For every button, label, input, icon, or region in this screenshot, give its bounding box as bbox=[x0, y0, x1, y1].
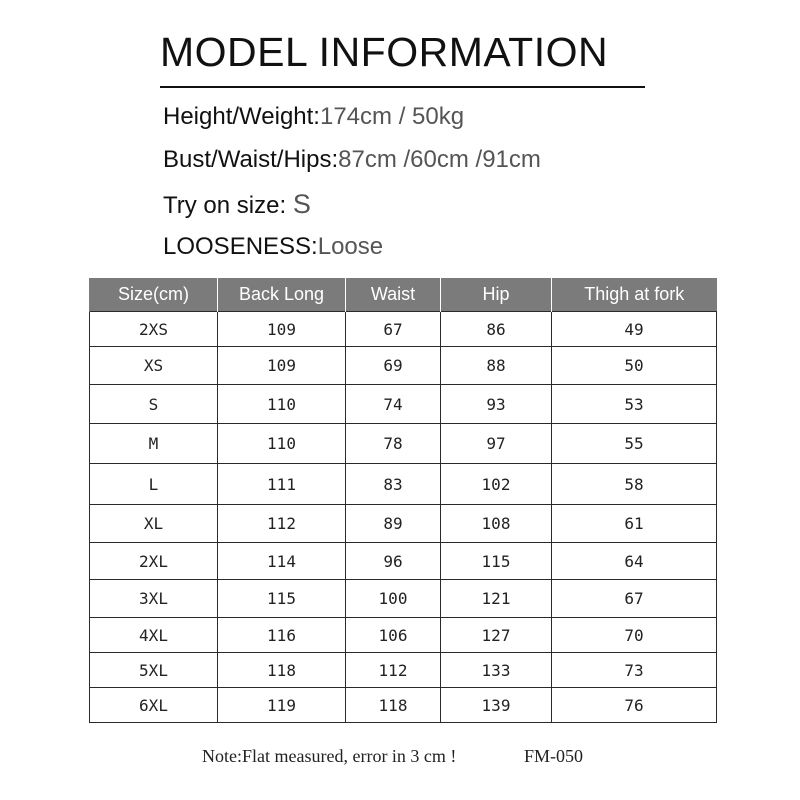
size-chart-table bbox=[89, 278, 717, 723]
table-row bbox=[90, 464, 717, 505]
height-weight-value: 174cm / 50kg bbox=[319, 103, 465, 130]
cell-back-long: 110 bbox=[218, 385, 346, 424]
cell-waist: 74 bbox=[346, 385, 441, 424]
cell-thigh-at-fork: 58 bbox=[552, 464, 717, 505]
header-hip: Hip bbox=[441, 278, 552, 312]
cell-waist: 106 bbox=[346, 618, 441, 653]
cell-thigh-at-fork: 61 bbox=[552, 505, 717, 543]
table-row bbox=[90, 688, 717, 723]
cell-waist: 118 bbox=[346, 688, 441, 723]
table-row bbox=[90, 312, 717, 347]
cell-hip: 133 bbox=[441, 653, 552, 688]
cell-back-long: 119 bbox=[218, 688, 346, 723]
cell-back-long: 110 bbox=[218, 424, 346, 464]
cell-size: 2XL bbox=[90, 543, 218, 580]
table-row bbox=[90, 580, 717, 618]
table-row bbox=[90, 505, 717, 543]
cell-waist: 78 bbox=[346, 424, 441, 464]
cell-hip: 139 bbox=[441, 688, 552, 723]
table-row bbox=[90, 618, 717, 653]
cell-waist: 96 bbox=[346, 543, 441, 580]
table-row bbox=[90, 543, 717, 580]
cell-waist: 112 bbox=[346, 653, 441, 688]
table-row bbox=[90, 385, 717, 424]
cell-thigh-at-fork: 53 bbox=[552, 385, 717, 424]
measurements-label: Bust/Waist/Hips: bbox=[163, 146, 339, 173]
cell-waist: 83 bbox=[346, 464, 441, 505]
cell-back-long: 115 bbox=[218, 580, 346, 618]
cell-thigh-at-fork: 55 bbox=[552, 424, 717, 464]
looseness-value: Loose bbox=[317, 233, 384, 260]
cell-waist: 100 bbox=[346, 580, 441, 618]
cell-back-long: 118 bbox=[218, 653, 346, 688]
cell-size: XS bbox=[90, 347, 218, 385]
cell-hip: 102 bbox=[441, 464, 552, 505]
cell-waist: 89 bbox=[346, 505, 441, 543]
cell-thigh-at-fork: 76 bbox=[552, 688, 717, 723]
cell-size: L bbox=[90, 464, 218, 505]
cell-thigh-at-fork: 49 bbox=[552, 312, 717, 347]
cell-size: 2XS bbox=[90, 312, 218, 347]
measurements-value: 87cm /60cm /91cm bbox=[338, 146, 541, 173]
height-weight-line bbox=[163, 102, 464, 132]
header-back-long: Back Long bbox=[218, 278, 346, 312]
cell-waist: 67 bbox=[346, 312, 441, 347]
looseness-label: LOOSENESS: bbox=[163, 233, 318, 260]
header-thigh-at-fork: Thigh at fork bbox=[552, 278, 717, 312]
page-title: MODEL INFORMATION bbox=[160, 29, 609, 75]
cell-hip: 108 bbox=[441, 505, 552, 543]
cell-hip: 115 bbox=[441, 543, 552, 580]
height-weight-label: Height/Weight: bbox=[163, 103, 320, 130]
cell-thigh-at-fork: 73 bbox=[552, 653, 717, 688]
cell-hip: 93 bbox=[441, 385, 552, 424]
cell-hip: 88 bbox=[441, 347, 552, 385]
table-row bbox=[90, 347, 717, 385]
title-underline bbox=[160, 86, 645, 88]
cell-back-long: 114 bbox=[218, 543, 346, 580]
cell-thigh-at-fork: 64 bbox=[552, 543, 717, 580]
looseness-line bbox=[163, 232, 383, 262]
try-on-size-line bbox=[163, 189, 311, 221]
product-code: FM-050 bbox=[524, 746, 584, 766]
cell-size: 6XL bbox=[90, 688, 218, 723]
cell-thigh-at-fork: 50 bbox=[552, 347, 717, 385]
cell-back-long: 111 bbox=[218, 464, 346, 505]
try-on-size-label: Try on size: bbox=[163, 192, 287, 219]
table-row bbox=[90, 424, 717, 464]
cell-size: 5XL bbox=[90, 653, 218, 688]
cell-back-long: 112 bbox=[218, 505, 346, 543]
cell-hip: 97 bbox=[441, 424, 552, 464]
measurement-note: Note:Flat measured, error in 3 cm ! bbox=[202, 746, 457, 766]
cell-back-long: 109 bbox=[218, 347, 346, 385]
table-row bbox=[90, 653, 717, 688]
header-size: Size(cm) bbox=[90, 278, 218, 312]
measurements-line bbox=[163, 145, 541, 175]
cell-size: 3XL bbox=[90, 580, 218, 618]
cell-thigh-at-fork: 67 bbox=[552, 580, 717, 618]
cell-hip: 86 bbox=[441, 312, 552, 347]
cell-size: 4XL bbox=[90, 618, 218, 653]
cell-waist: 69 bbox=[346, 347, 441, 385]
try-on-size-value: S bbox=[292, 189, 311, 219]
cell-size: XL bbox=[90, 505, 218, 543]
cell-size: S bbox=[90, 385, 218, 424]
cell-hip: 127 bbox=[441, 618, 552, 653]
cell-back-long: 116 bbox=[218, 618, 346, 653]
table-header-row bbox=[90, 278, 717, 312]
cell-back-long: 109 bbox=[218, 312, 346, 347]
cell-hip: 121 bbox=[441, 580, 552, 618]
header-waist: Waist bbox=[346, 278, 441, 312]
cell-size: M bbox=[90, 424, 218, 464]
cell-thigh-at-fork: 70 bbox=[552, 618, 717, 653]
